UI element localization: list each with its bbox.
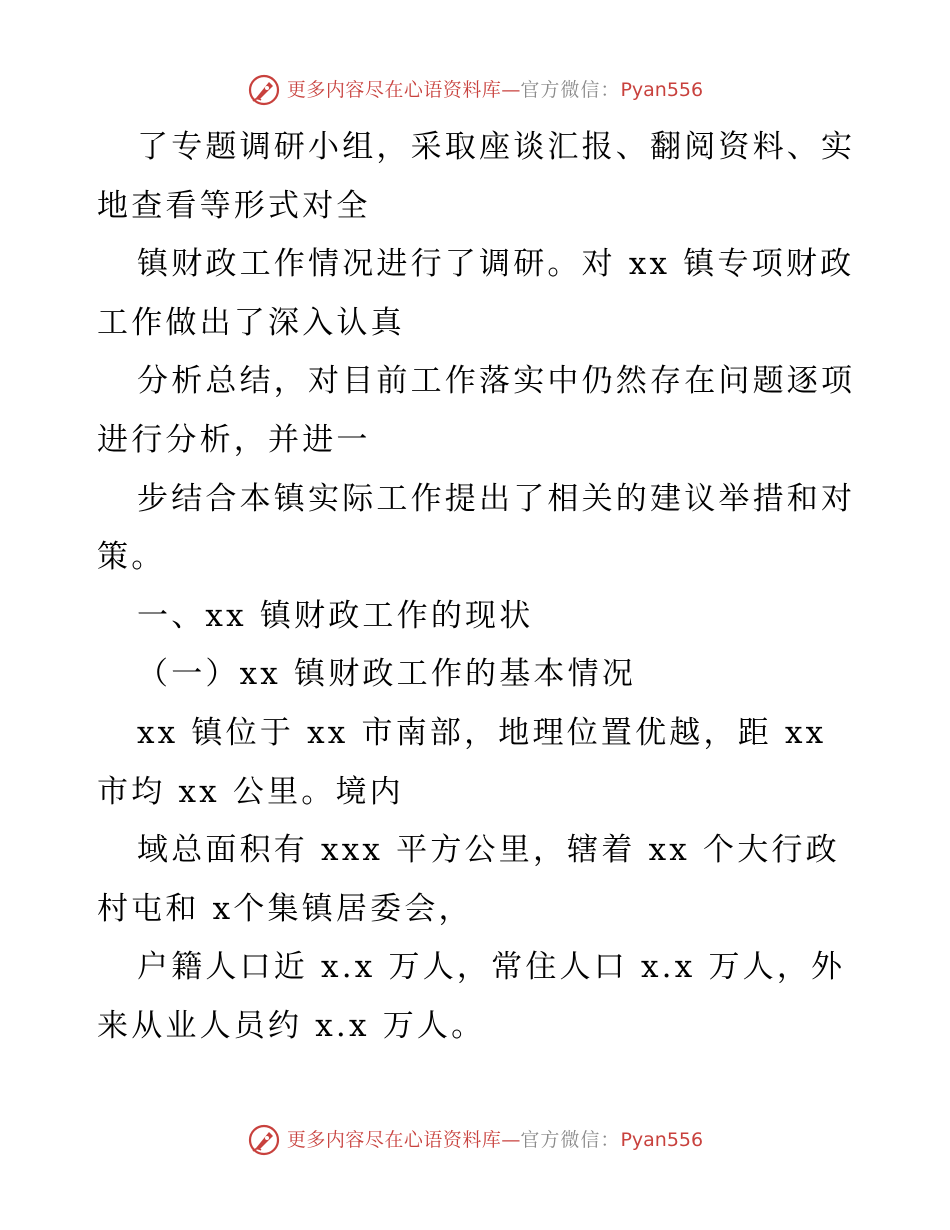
body-line-13: 域总面积有 xxx 平方公里，辖着 xx 个大行政 xyxy=(137,832,840,869)
footer-watermark xyxy=(0,1120,950,1160)
body-line-14: 村屯和 x个集镇居委会， xyxy=(97,890,473,927)
header-official-text: 官方微信： xyxy=(520,79,621,101)
body-line-16: 来从业人员约 x.x 万人。 xyxy=(97,1007,486,1044)
body-line-1: 了专题调研小组，采取座谈汇报、翻阅资料、实 xyxy=(137,129,856,165)
header-account-id: Pyan556 xyxy=(620,79,704,101)
header-watermark xyxy=(0,70,950,110)
body-line-15: 户籍人口近 x.x 万人，常住人口 x.x 万人，外 xyxy=(137,949,846,986)
footer-official-text: 官方微信： xyxy=(520,1129,621,1151)
subsection-heading: （一）xx 镇财政工作的基本情况 xyxy=(137,656,637,693)
footer-account-id: Pyan556 xyxy=(620,1129,704,1151)
footer-brand-text: 更多内容尽在心语资料库 xyxy=(286,1129,502,1151)
pen-nib-logo-icon xyxy=(247,73,281,107)
body-line-7: 步结合本镇实际工作提出了相关的建议举措和对 xyxy=(137,480,856,517)
header-dash: — xyxy=(501,79,521,101)
section-heading: 一、xx 镇财政工作的现状 xyxy=(137,597,534,634)
body-line-12: 市均 xx 公里。境内 xyxy=(97,773,404,810)
footer-dash: — xyxy=(501,1129,521,1151)
header-brand-text: 更多内容尽在心语资料库 xyxy=(286,79,502,101)
body-line-6: 进行分析，并进一 xyxy=(97,421,371,458)
footer-pen-nib-logo-icon xyxy=(247,1123,281,1157)
body-line-8: 策。 xyxy=(97,539,166,576)
body-line-2: 地查看等形式对全 xyxy=(97,187,371,224)
body-line-4: 工作做出了深入认真 xyxy=(97,304,405,341)
document-body xyxy=(97,118,857,1056)
body-line-3: 镇财政工作情况进行了调研。对 xx 镇专项财政 xyxy=(137,246,855,283)
body-line-5: 分析总结，对目前工作落实中仍然存在问题逐项 xyxy=(137,363,856,400)
body-line-11: xx 镇位于 xx 市南部，地理位置优越，距 xx xyxy=(137,714,827,751)
